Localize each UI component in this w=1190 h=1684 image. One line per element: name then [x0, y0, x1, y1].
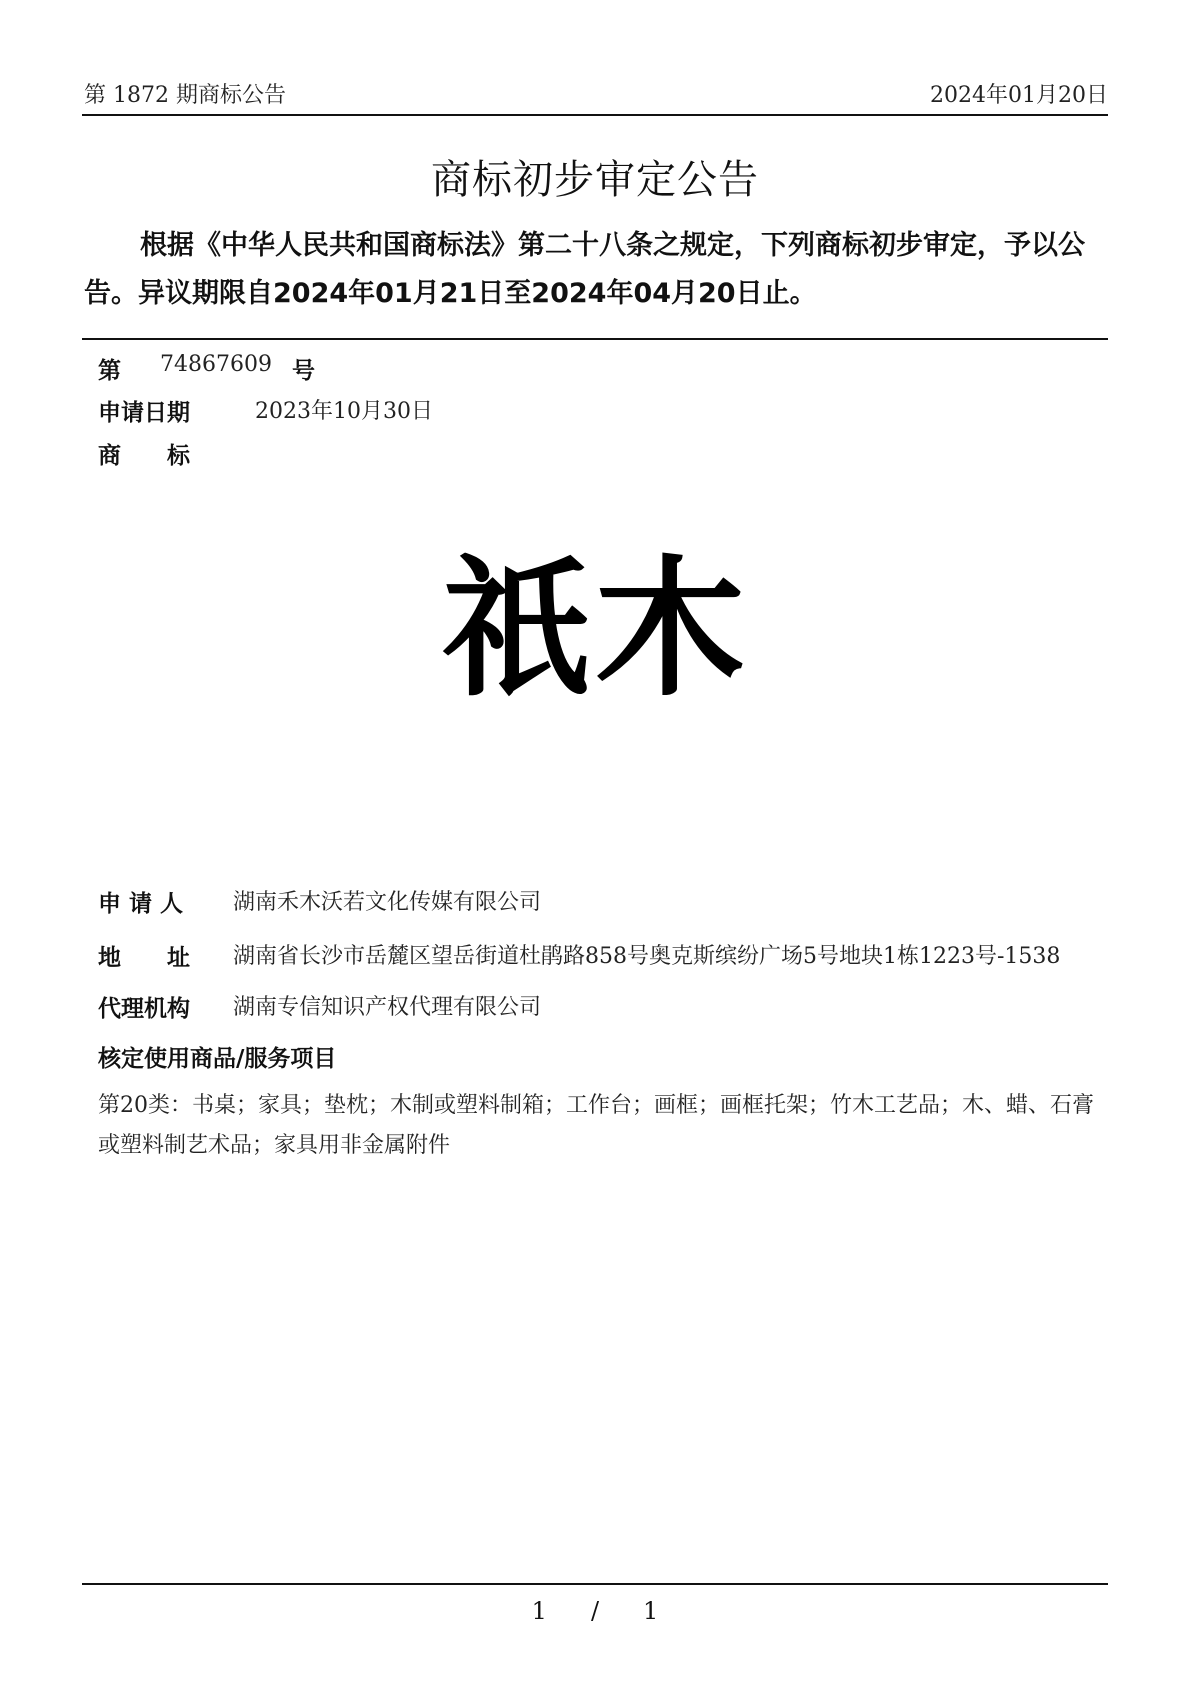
number-prefix: 第 [98, 358, 121, 384]
page-indicator [0, 1597, 1190, 1625]
applicant-name: 湖南禾木沃若文化传媒有限公司 [233, 890, 542, 915]
footer-divider [82, 1583, 1108, 1585]
mark-label: 商 标 [98, 443, 190, 469]
applicant-label: 申 请 人 [98, 891, 184, 917]
current-page: 1 [531, 1597, 547, 1625]
section-divider [82, 338, 1108, 340]
trademark-image: 祇木 [440, 543, 749, 717]
page-separator: / [590, 1597, 600, 1625]
applicant-address: 湖南省长沙市岳麓区望岳街道杜鹃路858号奥克斯缤纷广场5号地块1栋1223号-1538 [233, 944, 1061, 969]
goods-list: 第20类：书桌；家具；垫枕；木制或塑料制箱；工作台；画框；画框托架；竹木工艺品；木、蜡、石膏或塑料制艺术品；家具用非金属附件 [98, 1093, 1094, 1158]
registration-number: 74867609 [160, 352, 272, 377]
number-suffix: 号 [292, 358, 315, 384]
issue-date: 2024年01月20日 [930, 83, 1108, 108]
filing-date-label: 申请日期 [98, 400, 190, 426]
header-divider [82, 114, 1108, 116]
agent-name: 湖南专信知识产权代理有限公司 [233, 995, 542, 1020]
address-label: 地 址 [98, 945, 190, 971]
total-pages: 1 [643, 1597, 659, 1625]
filing-date: 2023年10月30日 [255, 399, 433, 424]
page-title: 商标初步审定公告 [431, 157, 759, 203]
agent-label: 代理机构 [98, 996, 190, 1022]
issue-number: 第 1872 期商标公告 [84, 83, 286, 108]
intro-paragraph: 根据《中华人民共和国商标法》第二十八条之规定，下列商标初步审定，予以公告。异议期限自2024年01月21日至2024年04月20日止。 [84, 230, 1085, 309]
goods-label: 核定使用商品/服务项目 [98, 1046, 337, 1072]
